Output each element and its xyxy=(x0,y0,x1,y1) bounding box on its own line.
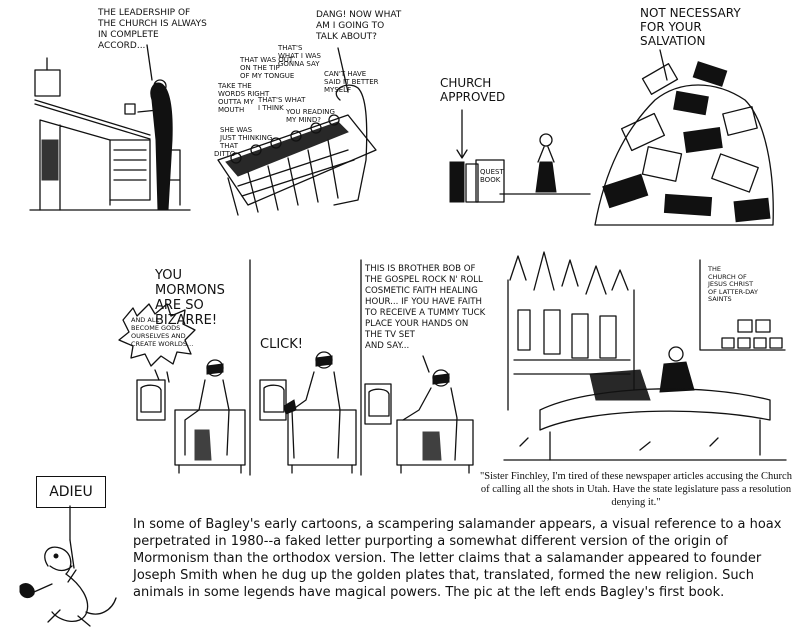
panel-you-mormons xyxy=(115,260,250,475)
murmur-3: TAKE THE WORDS RIGHT OUTTA MY MOUTH xyxy=(218,82,270,114)
murmur-1: THAT WAS OUT ON THE TIP OF MY TONGUE xyxy=(240,56,295,80)
church-approved-label: CHURCH APPROVED xyxy=(440,76,506,104)
tv-preacher-speech: THIS IS BROTHER BOB OF THE GOSPEL ROCK N' ROLL COSMETIC FAITH HEALING HOUR... IF YOU HAVE FAITH TO RECEIVE A TUMMY TUCK PLACE YOUR HANDS ON THE TV SET AND SAY... xyxy=(365,264,486,351)
murmur-4: THAT'S WHAT I THINK xyxy=(258,96,306,112)
panel-congregation xyxy=(208,0,402,225)
adieu-sign: ADIEU xyxy=(36,476,106,508)
choir-drawing xyxy=(208,0,398,225)
panel-finchley xyxy=(500,250,790,475)
panel-tv-preacher xyxy=(363,260,498,475)
not-necessary-label: NOT NECESSARY FOR YOUR SALVATION xyxy=(640,6,741,48)
panel-not-necessary xyxy=(585,0,780,235)
murmur-6: SHE WAS JUST THINKING THAT xyxy=(220,126,273,150)
tv-preacher-drawing xyxy=(363,260,498,475)
murmur-8: DITTO xyxy=(214,150,236,158)
description-paragraph: In some of Bagley's early cartoons, a scampering salamander appears, a visual reference to a hoax perpetrated in 1980--a faked letter purporting a somewhat different version of the origin of Mormonism than the orthodox version. The letter claims that a salamander appeared to founder Joseph Smith when he dug up the golden plates that, translated, formed the new religion. Such animals in some legends have magical powers. The pic at the left ends Bagley's first book. xyxy=(133,517,782,600)
quest-book-title: QUEST BOOK xyxy=(480,168,504,184)
pulpit-drawing xyxy=(30,0,200,215)
panel-church-approved xyxy=(440,70,590,205)
finchley-caption: "Sister Finchley, I'm tired of these newspaper articles accusing the Church of calling all the shots in Utah. Have the state legislature pass a resolution denying it." xyxy=(480,471,792,508)
click-sound: CLICK! xyxy=(260,337,303,352)
you-mormons-speech: YOU MORMONS ARE SO BIZARRE! xyxy=(155,268,225,328)
congregation-speech-top: DANG! NOW WHAT AM I GOING TO TALK ABOUT? xyxy=(316,10,402,42)
click-drawing xyxy=(248,260,363,475)
book-pile-drawing xyxy=(585,0,780,235)
panel-church-leadership xyxy=(30,0,207,215)
murmur-2: THAT'S WHAT I WAS GONNA SAY xyxy=(278,44,321,68)
murmur-5: YOU READING MY MIND? xyxy=(286,108,335,124)
leadership-speech: THE LEADERSHIP OF THE CHURCH IS ALWAYS IN COMPLETE ACCORD... xyxy=(98,8,207,51)
salamander-drawing xyxy=(0,500,130,630)
murmur-7: CAN'T HAVE SAID IT BETTER MYSELF xyxy=(324,70,379,94)
you-mormons-drawing xyxy=(115,260,250,475)
panel-click xyxy=(248,260,363,475)
finchley-sign: THE CHURCH OF JESUS CHRIST OF LATTER-DAY SAINTS xyxy=(708,265,758,303)
you-mormons-burst: AND ALL BECOME GODS OURSELVES AND CREATE WORLDS... xyxy=(131,316,194,348)
church-approved-drawing xyxy=(440,70,590,205)
